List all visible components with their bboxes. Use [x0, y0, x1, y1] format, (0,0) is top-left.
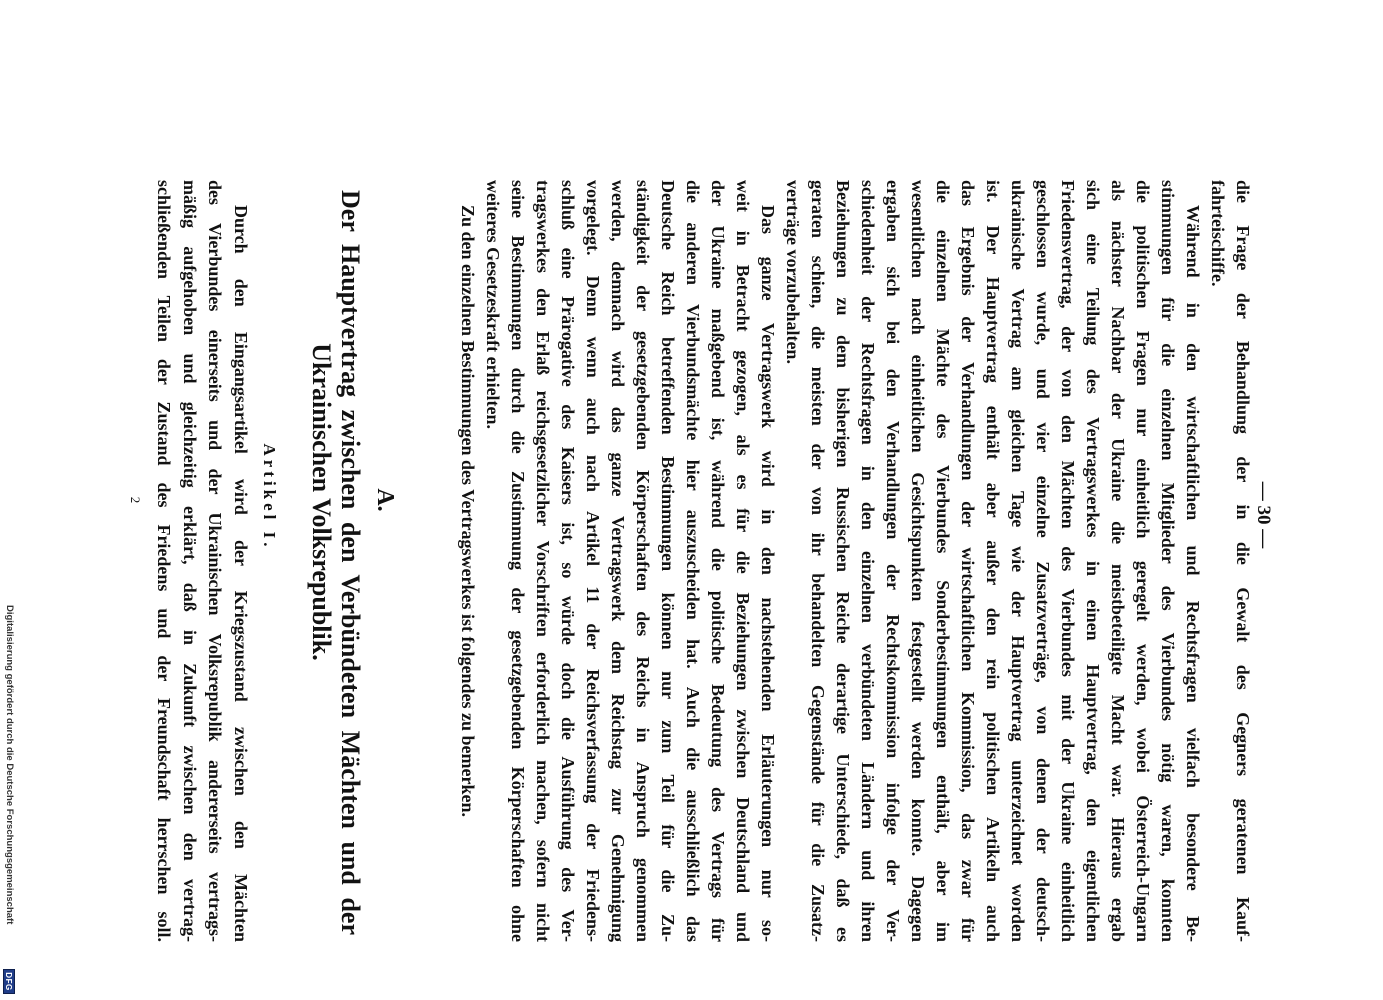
funding-credit: Digitalisierung gefördert durch die Deutsche Forschungsgemeinschaft [4, 605, 15, 925]
body-line: Zu den einzelnen Bestimmungen des Vertragswerkes ist folgendes zu bemerken. [458, 205, 478, 817]
body-line: geraten schien, die meisten der von ihr behandelten Gegenstände für die Zusatz- [808, 180, 828, 942]
body-line: die politischen Fragen nur einheitlich geregelt werden, wobei Österreich-Ungarn [1133, 180, 1153, 942]
article-line: des Vierbundes einerseits und der Ukrainischen Volksrepublik andererseits vertrags- [205, 180, 226, 942]
body-line: ist. Der Hauptvertrag enthält aber außer den rein politischen Artikeln auch [983, 180, 1003, 942]
body-line: tragswerkes den Erlaß reichsgesetzlicher Vorschriften erforderlich machen, sofern nicht [533, 180, 553, 942]
body-line: vorgelegt. Denn wenn auch nach Artikel 11 der Reichsverfassung der Friedens- [583, 180, 603, 942]
body-line: schiedenheit der Rechtsfragen in den einzelnen verbündeten Ländern und ihren [858, 180, 878, 942]
body-line: wesentlichen nach einheitlichen Gesichtspunkten festgestellt werden konnte. Dagegen [908, 180, 928, 942]
body-line: ergaben sich bei den Verhandlungen der Rechtskommission infolge der Ver- [883, 180, 903, 942]
body-line: ukrainische Vertrag am gleichen Tage wie der Hauptvertrag unterzeichnet worden [1008, 180, 1028, 942]
body-line: Während in den wirtschaftlichen und Rechtsfragen vielfach besondere Be- [1183, 205, 1203, 942]
body-line: stimmungen für die einzelnen Mitglieder des Vierbundes nötig waren, konnten [1158, 180, 1178, 942]
body-line: seine Bestimmungen durch die Zustimmung der gesetzgebenden Körperschaften ohne [508, 180, 528, 942]
body-line: weit in Betracht gezogen, als es für die Beziehungen zwischen Deutschland und [733, 180, 753, 942]
body-line: geschlossen wurde, und vier einzelne Zusatzverträge, von denen der deutsch- [1033, 180, 1053, 942]
body-line: fahrteischiffe. [1208, 180, 1228, 287]
body-line: als nächster Nachbar der Ukraine die meistbeteiligte Macht war. Hieraus ergab [1108, 180, 1128, 942]
body-line: schluß eine Prärogative des Kaisers ist, so würde doch die Ausführung des Ver- [558, 180, 578, 942]
section-title: Der Hauptvertrag zwischen den Verbündeten Mächten und der [336, 190, 365, 935]
body-line: werden, demnach wird das ganze Vertragswerk dem Reichstag zur Genehmigung [608, 180, 628, 942]
body-line: verträge vorzubehalten. [783, 180, 803, 364]
article-heading: Artikel I. [260, 443, 279, 551]
body-line: weiteres Gesetzeskraft erhielten. [483, 180, 503, 430]
body-line: die anderen Vierbundsmächte hier auszuscheiden hat. Auch die ausschließlich das [683, 180, 703, 942]
article-line: mäßig aufgehoben und gleichzeitig erklärt, daß in Zukunft zwischen den vertrag- [180, 180, 200, 942]
body-line: die einzelnen Mächte des Vierbundes Sonderbestimmungen enthält, aber im [933, 180, 953, 942]
body-line: die Frage der Behandlung der in die Gewalt des Gegners geratenen Kauf- [1233, 180, 1253, 942]
body-line: Das ganze Vertragswerk wird in den nachstehenden Erläuterungen nur so- [758, 205, 778, 942]
body-line: der Ukraine maßgebend ist, während die politische Bedeutung des Vertrags für [708, 180, 728, 942]
dfg-logo: DFG [3, 969, 15, 994]
body-line: Deutsche Reich betreffenden Bestimmungen können nur zum Teil für die Zu- [658, 180, 678, 942]
section-title: Ukrainischen Volksrepublik. [307, 343, 336, 661]
body-line: das Ergebnis der Verhandlungen der wirtschaftlichen Kommission, das zwar für [958, 180, 978, 942]
signature-mark: 2 [128, 496, 143, 504]
body-line: sich eine Teilung des Vertragswerkes in einen Hauptvertrag, den eigentlichen [1083, 180, 1103, 942]
page-number: — 30 — [1253, 481, 1274, 549]
body-line: Friedensvertrag, der von den Mächten des Vierbundes mit der Ukraine einheitlich [1058, 180, 1078, 942]
body-line: ständigkeit der gesetzgebenden Körperschaften des Reichs in Anspruch genommen [633, 180, 653, 942]
section-letter: A. [372, 488, 398, 512]
body-line: Beziehungen zu dem bisherigen Russischen Reiche derartige Unterschiede, daß es [833, 180, 853, 942]
article-line: schließenden Teilen der Zustand des Friedens und der Freundschaft herrschen soll. [154, 180, 175, 942]
body-text [455, 180, 1255, 942]
article-line: Durch den Eingangsartikel wird der Kriegszustand zwischen den Mächten [231, 205, 251, 942]
article-text [151, 180, 253, 942]
